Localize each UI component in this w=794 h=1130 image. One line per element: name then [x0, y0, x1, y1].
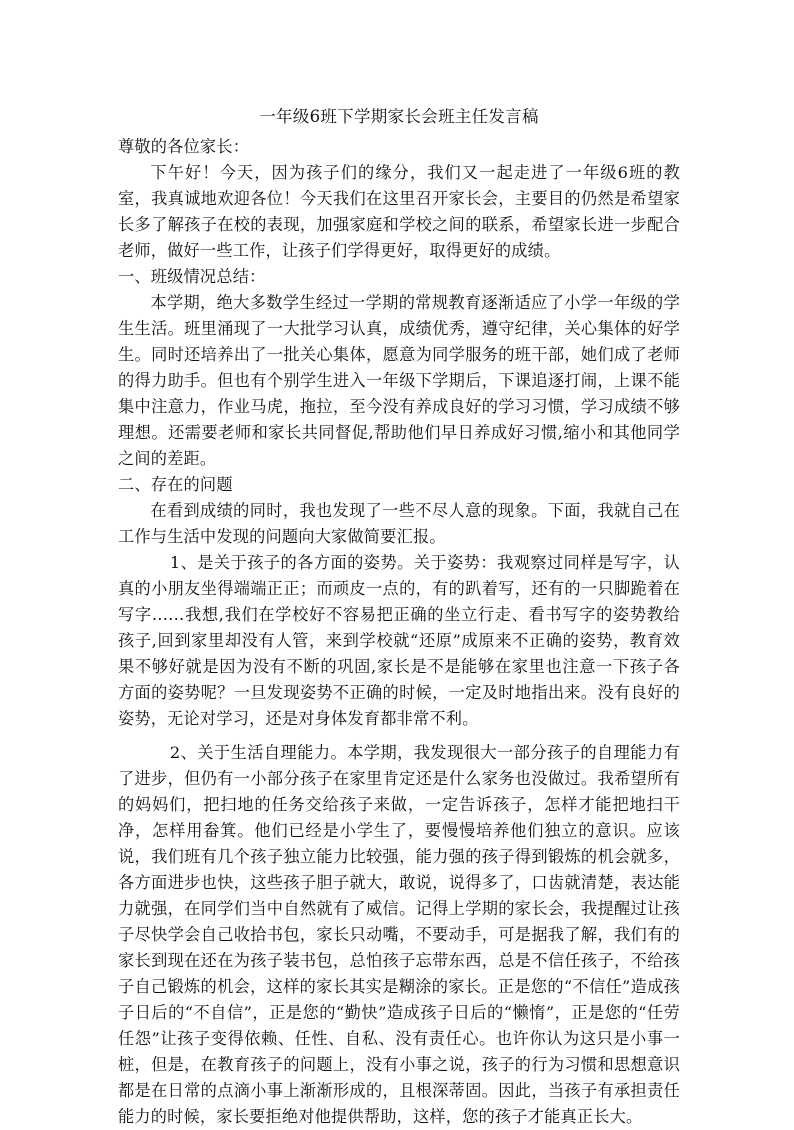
item1-paragraph: 1、是关于孩子的各方面的姿势。关于姿势：我观察过同样是写字，认真的小朋友坐得端端正正；而顽皮一点的，有的趴着写，还有的一只脚跪着在写字……我想,我们在学校好不容易把正确的坐立行走、看书写字的姿势教给孩子,回到家里却没有人管，来到学校就“还原”成原来不正确的姿势，教育效果不够好就是因为没有不断的巩固,家长是不是能够在家里也注意一下孩子各方面的姿势呢？一旦发现姿势不正确的时候，一定及时地指出来。没有良好的姿势，无论对学习，还是对身体发育都非常不利。	[118, 553, 680, 728]
document-body	[118, 104, 680, 1130]
intro-paragraph: 下午好！今天，因为孩子们的缘分，我们又一起走进了一年级6班的教室，我真诚地欢迎各位！今天我们在这里召开家长会，主要目的仍然是希望家长多了解孩子在校的表现，加强家庭和学校之间的联系，希望家长进一步配合老师，做好一些工作，让孩子们学得更好，取得更好的成绩。	[118, 163, 680, 260]
section1-paragraph: 本学期，绝大多数学生经过一学期的常规教育逐渐适应了小学一年级的学生生活。班里涌现了一大批学习认真，成绩优秀，遵守纪律，关心集体的好学生。同时还培养出了一批关心集体，愿意为同学服务的班干部，她们成了老师的得力助手。但也有个别学生进入一年级下学期后，下课追逐打闹，上课不能集中注意力，作业马虎，拖拉，至今没有养成良好的学习习惯，学习成绩不够理想。还需要老师和家长共同督促,帮助他们早日养成好习惯,缩小和其他同学之间的差距。	[118, 293, 680, 468]
paragraph-gap	[118, 732, 680, 740]
section1-heading: 一、班级情况总结：	[118, 267, 266, 286]
item2-paragraph: 2、关于生活自理能力。本学期，我发现很大一部分孩子的自理能力有了进步，但仍有一小部分孩子在家里肯定还是什么家务也没做过。我希望所有的妈妈们，把扫地的任务交给孩子来做，一定告诉孩子，怎样才能把地扫干净，怎样用畚箕。他们已经是小学生了，要慢慢培养他们独立的意识。应该说，我们班有几个孩子独立能力比较强，能力强的孩子得到锻炼的机会就多，各方面进步也快，这些孩子胆子就大，敢说，说得多了，口齿就清楚，表达能力就强，在同学们当中自然就有了威信。记得上学期的家长会，我提醒过让孩子尽快学会自己收拾书包，家长只动嘴，不要动手，可是据我了解，我们有的家长到现在还在为孩子装书包，总怕孩子忘带东西，总是不信任孩子，不给孩子自己锻炼的机会，这样的家长其实是糊涂的家长。正是您的“不信任”造成孩子日后的“不自信”，正是您的“勤快”造成孩子日后的“懒惰”，正是您的“任劳任怨”让孩子变得依赖、任性、自私、没有责任心。也许你认为这只是小事一桩，但是，在教育孩子的问题上，没有小事之说，孩子的行为习惯和思想意识都是在日常的点滴小事上渐渐形成的，且根深蒂固。因此，当孩子有承担责任能力的时候，家长要拒绝对他提供帮助，这样，您的孩子才能真正长大。	[118, 743, 680, 1126]
section2-heading: 二、存在的问题	[118, 475, 233, 494]
section2-intro-paragraph: 在看到成绩的同时，我也发现了一些不尽人意的现象。下面，我就自己在工作与生活中发现的问题向大家做简要汇报。	[118, 501, 680, 546]
greeting: 尊敬的各位家长：	[118, 137, 250, 156]
document-title: 一年级6班下学期家长会班主任发言稿	[259, 107, 539, 126]
